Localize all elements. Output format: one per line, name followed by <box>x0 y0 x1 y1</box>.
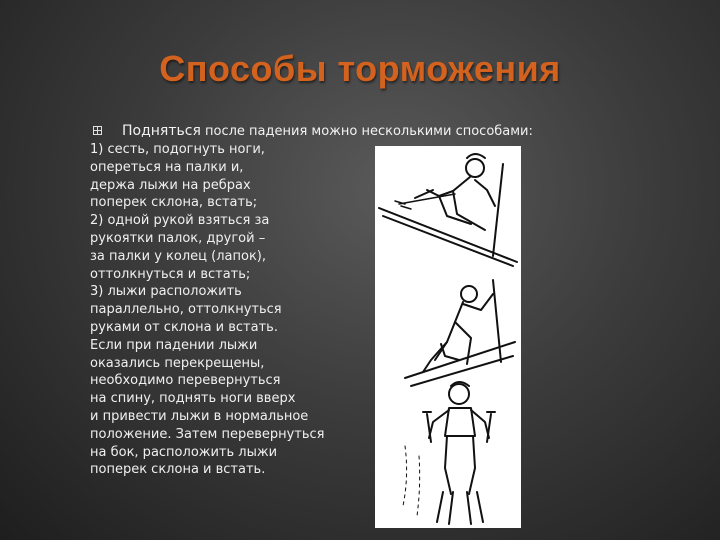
text-line: 1) сесть, подогнуть ноги, <box>90 142 265 157</box>
lead-rest: после падения можно несколькими способами: <box>200 124 533 139</box>
text-line: 2) одной рукой взяться за <box>90 213 270 229</box>
skier-figure-1 <box>379 154 517 266</box>
instructions-text <box>90 141 380 479</box>
skier-drawing <box>375 146 521 528</box>
text-line: опереться на палки и, <box>90 159 244 175</box>
text-line: Если при падении лыжи <box>90 337 258 353</box>
lead-word: Подняться <box>122 123 201 139</box>
text-line: за палки у колец (лапок), <box>90 248 266 264</box>
text-line: держа лыжи на ребрах <box>90 177 251 193</box>
text-line: руками от склона и встать. <box>90 319 278 335</box>
skier-illustration <box>375 146 521 528</box>
text-line: и привести лыжи в нормальное <box>90 408 309 424</box>
text-line: 3) лыжи расположить <box>90 284 242 300</box>
text-line: оказались перекрещены, <box>90 355 265 371</box>
text-line: необходимо перевернуться <box>90 373 281 389</box>
lead-sentence <box>122 123 533 139</box>
text-line: рукоятки палок, другой – <box>90 230 266 246</box>
skier-figure-3 <box>403 382 495 524</box>
bullet-icon <box>93 126 102 135</box>
text-line: оттолкнуться и встать; <box>90 266 251 282</box>
text-line: положение. Затем перевернуться <box>90 426 325 442</box>
text-line: параллельно, оттолкнуться <box>90 302 282 318</box>
text-line: поперек склона и встать. <box>90 462 266 478</box>
slide-title: Способы торможения <box>159 48 561 89</box>
skier-figure-2 <box>405 280 515 386</box>
text-line: на бок, расположить лыжи <box>90 444 278 460</box>
text-line: поперек склона, встать; <box>90 195 258 211</box>
text-line: на спину, поднять ноги вверх <box>90 391 296 407</box>
